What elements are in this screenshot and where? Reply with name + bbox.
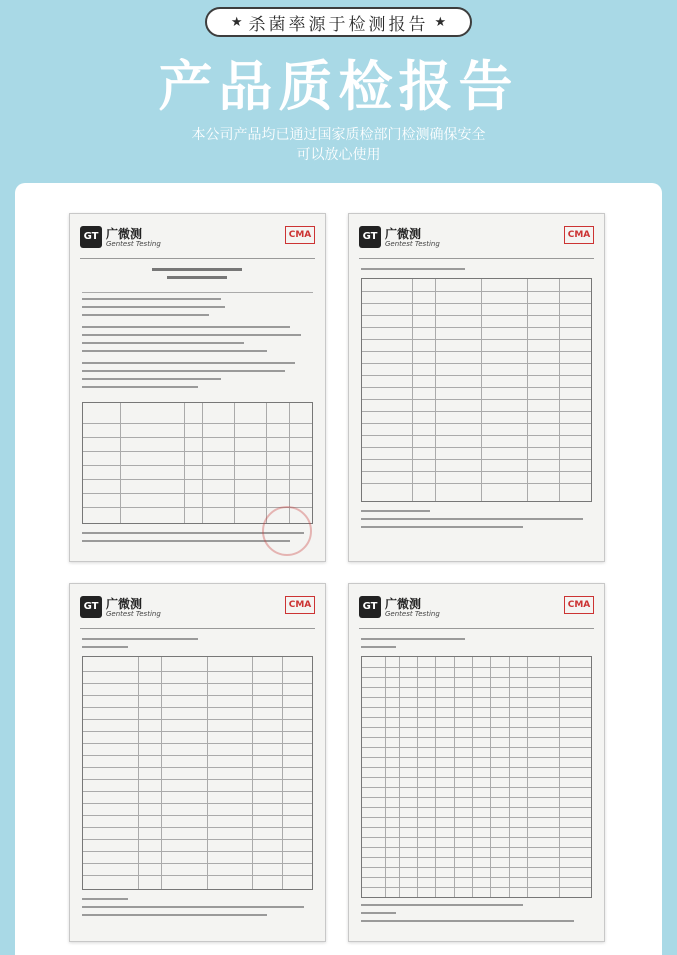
- page-subtitle: [0, 125, 677, 165]
- lab-logo-icon: GT: [80, 226, 102, 248]
- header-pill-label: 杀菌率源于检测报告: [248, 14, 429, 35]
- lab-logo-icon: GT: [359, 226, 381, 248]
- report-image-2: [348, 213, 605, 562]
- report-header: [80, 594, 315, 629]
- report-image-3: [69, 583, 326, 942]
- header-pill: [205, 7, 472, 37]
- subtitle-line-2: 可以放心使用: [296, 147, 381, 163]
- cma-mark: CMA: [285, 596, 315, 614]
- lab-brand: 广微测: [385, 597, 422, 611]
- subtitle-line-1: 本公司产品均已通过国家质检部门检测确保安全: [191, 127, 486, 143]
- report-table: [361, 278, 592, 502]
- report-table: [361, 656, 592, 898]
- report-image-1: [69, 213, 326, 562]
- report-table: [82, 656, 313, 890]
- report-table: [82, 402, 313, 524]
- report-body: [82, 266, 313, 547]
- star-icon: ★: [230, 14, 243, 30]
- lab-logo-icon: GT: [80, 596, 102, 618]
- lab-brand: 广微测: [106, 597, 143, 611]
- page-title: 产品质检报告: [158, 55, 519, 118]
- lab-brand-en: Gentest Testing: [106, 240, 161, 248]
- report-header: [359, 594, 594, 629]
- report-image-4: [348, 583, 605, 942]
- cma-mark: CMA: [285, 226, 315, 244]
- lab-brand-en: Gentest Testing: [385, 240, 440, 248]
- lab-brand: 广微测: [385, 227, 422, 241]
- report-panel: [15, 183, 662, 955]
- lab-brand-en: Gentest Testing: [385, 610, 440, 618]
- report-header: [80, 224, 315, 259]
- cma-mark: CMA: [564, 226, 594, 244]
- cma-mark: CMA: [564, 596, 594, 614]
- report-body: [82, 636, 313, 927]
- seal-stamp: [262, 506, 312, 556]
- report-body: [361, 636, 592, 927]
- lab-brand: 广微测: [106, 227, 143, 241]
- lab-logo-icon: GT: [359, 596, 381, 618]
- star-icon: ★: [434, 14, 447, 30]
- lab-brand-en: Gentest Testing: [106, 610, 161, 618]
- report-body: [361, 266, 592, 547]
- report-header: [359, 224, 594, 259]
